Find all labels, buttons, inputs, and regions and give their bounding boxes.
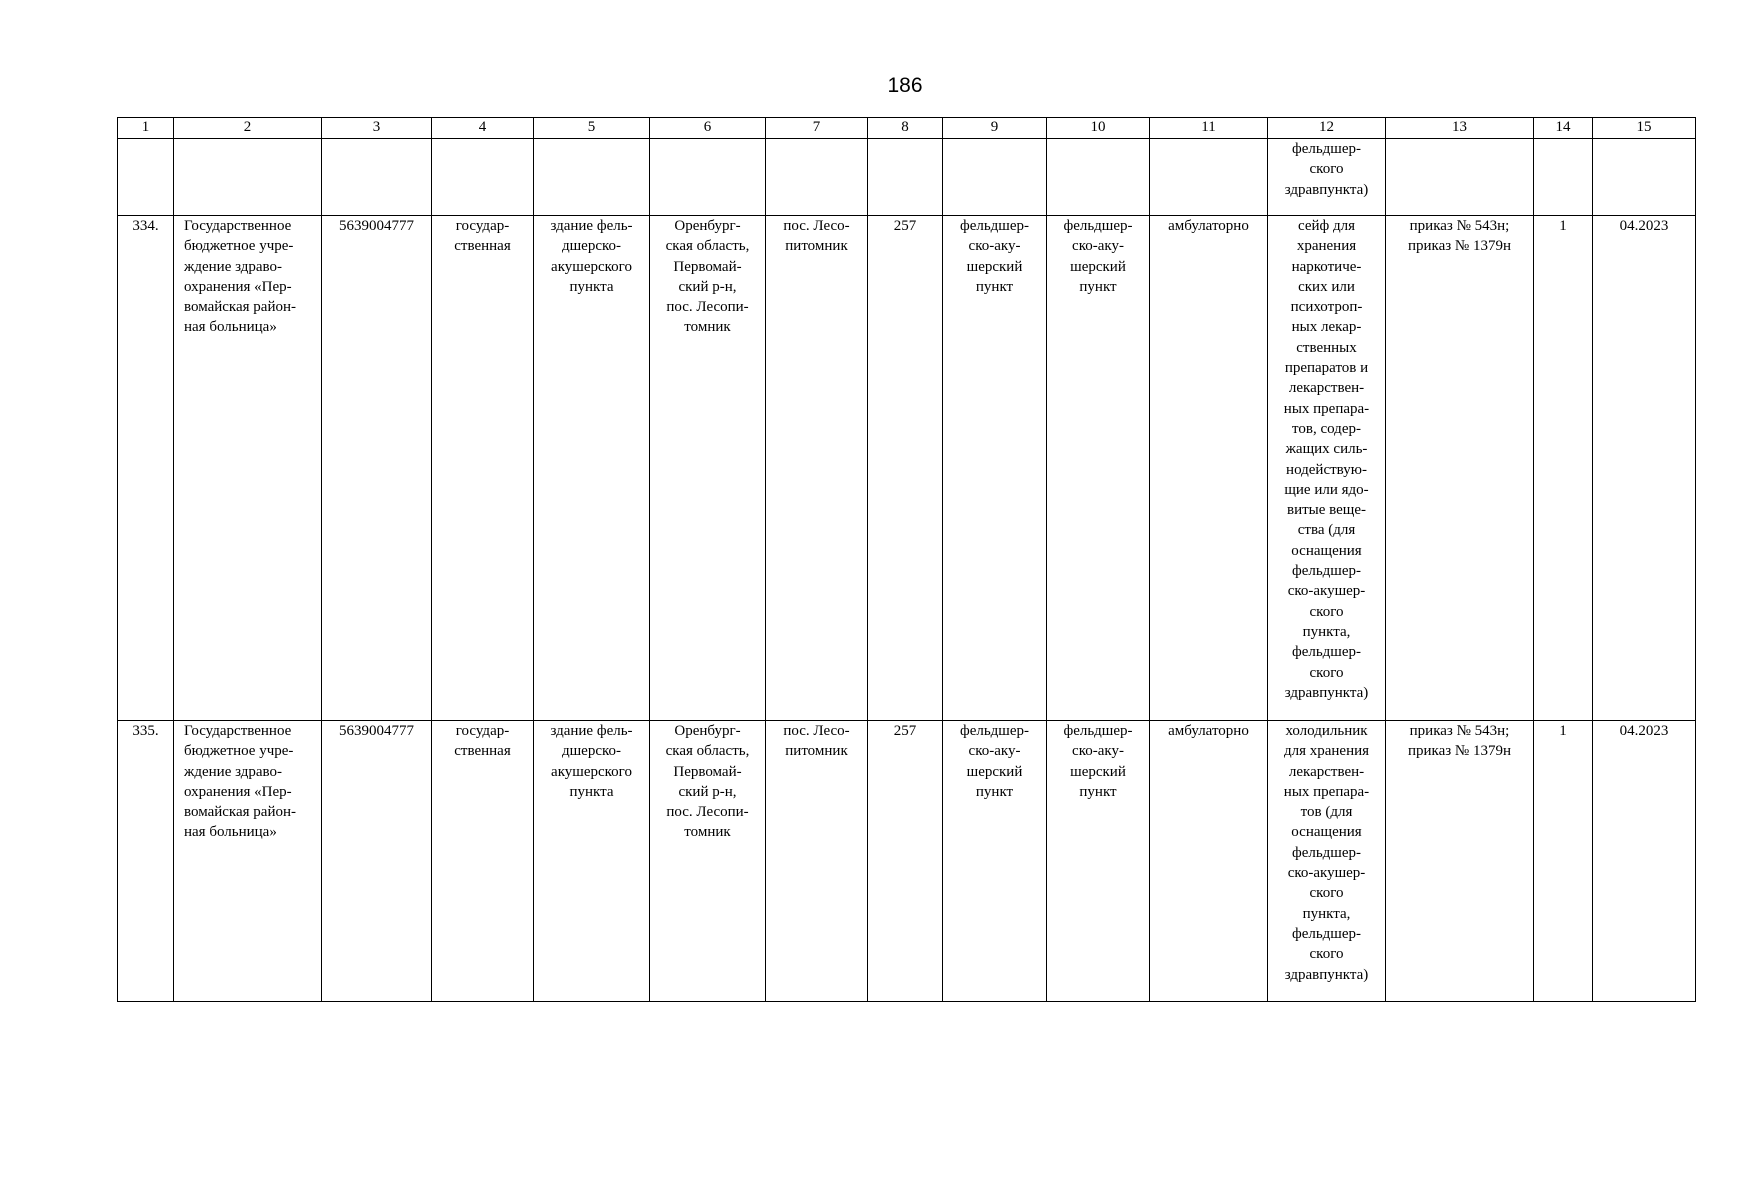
cell-line: дшерско- <box>561 743 622 760</box>
code: 257 <box>868 216 943 721</box>
cell-line: приказ № 543н; <box>1409 723 1510 739</box>
cell-line: пос. Лесопи- <box>666 299 749 316</box>
cell-line: пункта, <box>1302 905 1351 922</box>
cell-line: акушерского <box>551 258 632 275</box>
cell-line: Первомай- <box>673 258 742 275</box>
cell-line: томник <box>684 824 731 841</box>
code: 257 <box>868 721 943 1002</box>
cell-line: ждение здраво- <box>184 258 283 275</box>
cell-line: фельдшер- <box>1291 844 1362 861</box>
cell-line: фельдшер- <box>959 723 1030 739</box>
unit-type <box>943 721 1047 1002</box>
cell-line: лекарствен- <box>1288 380 1365 397</box>
table-row <box>118 721 1696 1002</box>
cell-line: государ- <box>455 723 510 739</box>
cell-line: ского <box>1309 664 1344 681</box>
cell-line: охранения «Пер- <box>184 278 292 295</box>
cell-line: бюджетное учре- <box>184 743 294 760</box>
cell-line: пункта <box>569 783 614 800</box>
cell-line: дшерско- <box>561 238 622 255</box>
cell-line: фельдшер- <box>959 218 1030 234</box>
unit-type <box>943 216 1047 721</box>
cell-line: приказ № 1379н <box>1407 743 1512 760</box>
cell-line: Оренбург- <box>674 723 741 739</box>
cell-line: вомайская район- <box>184 804 297 821</box>
legal-basis <box>1386 216 1534 721</box>
row-number: 335. <box>118 721 174 1002</box>
cell-line: шерский <box>1070 763 1126 780</box>
column-number: 13 <box>1386 118 1534 139</box>
table-cell <box>118 139 174 216</box>
cell-line: ственных <box>1296 339 1357 356</box>
cell-line: ждение здраво- <box>184 763 283 780</box>
unit-name <box>1047 216 1150 721</box>
table-cell <box>174 139 322 216</box>
cell-line: охранения «Пер- <box>184 783 292 800</box>
cell-line: наркотиче- <box>1291 258 1362 275</box>
cell-line: бюджетное учре- <box>184 238 294 255</box>
cell-line: ная больница» <box>184 319 277 336</box>
column-number: 9 <box>943 118 1047 139</box>
cell-line: ных препара- <box>1283 400 1370 417</box>
cell-line: фельдшер- <box>1291 141 1362 157</box>
cell-line: пункт <box>1079 783 1117 800</box>
cell-line: питомник <box>785 743 848 760</box>
cell-line: ского <box>1309 885 1344 902</box>
cell-line: здание фель- <box>550 218 633 234</box>
cell-line: фельдшер- <box>1291 644 1362 661</box>
cell-line: ского <box>1309 946 1344 963</box>
cell-line: нодействую- <box>1286 461 1367 478</box>
cell-line: психотроп- <box>1290 299 1363 316</box>
cell-line: фельдшер- <box>1291 925 1362 942</box>
cell-line: фельдшер- <box>1063 723 1133 739</box>
cell-line: питомник <box>785 238 848 255</box>
cell-line: шерский <box>1070 258 1126 275</box>
care-form: амбулаторно <box>1150 721 1268 1002</box>
cell-line: ского <box>1309 603 1344 620</box>
locality <box>766 721 868 1002</box>
cell-line: ско-аку- <box>968 238 1021 255</box>
cell-line: ско-аку- <box>1072 238 1124 255</box>
column-number: 12 <box>1268 118 1386 139</box>
cell-line: пос. Лесо- <box>783 723 850 739</box>
table-row <box>118 216 1696 721</box>
column-number: 15 <box>1593 118 1696 139</box>
cell-line: ский р-н, <box>678 278 737 295</box>
column-number: 11 <box>1150 118 1268 139</box>
cell-line: приказ № 1379н <box>1407 238 1512 255</box>
cell-line: ско-акушер- <box>1287 583 1366 600</box>
cell-line: приказ № 543н; <box>1409 218 1510 234</box>
page-number: 186 <box>887 74 923 97</box>
address <box>650 216 766 721</box>
continuation-row <box>118 139 1696 216</box>
cell-line: ская область, <box>665 743 750 760</box>
cell-line: фельдшер- <box>1291 563 1362 580</box>
column-number: 7 <box>766 118 868 139</box>
cell-line: здравпункта) <box>1284 684 1369 701</box>
cell-line: здание фель- <box>550 723 633 739</box>
cell-line: ская область, <box>665 238 750 255</box>
date: 04.2023 <box>1593 216 1696 721</box>
cell-line: ских или <box>1298 278 1355 295</box>
cell-line: пункта, <box>1302 623 1351 640</box>
cell-line: Государственное <box>184 218 292 234</box>
cell-line: ственная <box>454 743 511 760</box>
cell-line: пос. Лесопи- <box>666 804 749 821</box>
column-number: 2 <box>174 118 322 139</box>
equipment <box>1268 216 1386 721</box>
table-cell <box>1593 139 1696 216</box>
organization-name <box>174 721 322 1002</box>
cell-line: ных лекар- <box>1291 319 1362 336</box>
cell-line: шерский <box>966 763 1023 780</box>
ownership-form <box>432 216 534 721</box>
equipment-continuation-cell <box>1268 139 1386 216</box>
cell-line: ственная <box>454 238 511 255</box>
table-cell <box>534 139 650 216</box>
building <box>534 216 650 721</box>
table-cell <box>1386 139 1534 216</box>
cell-line: ных препара- <box>1283 783 1370 800</box>
cell-line: здравпункта) <box>1284 966 1369 983</box>
cell-line: пункт <box>1079 278 1117 295</box>
table-cell <box>322 139 432 216</box>
column-number: 3 <box>322 118 432 139</box>
cell-line: сейф для <box>1297 218 1355 234</box>
table-cell <box>868 139 943 216</box>
care-form: амбулаторно <box>1150 216 1268 721</box>
cell-line: государ- <box>455 218 510 234</box>
cell-line: пункт <box>975 278 1014 295</box>
cell-line: ная больница» <box>184 824 277 841</box>
address <box>650 721 766 1002</box>
cell-line: холодильник <box>1285 723 1368 739</box>
cell-line: щие или ядо- <box>1284 481 1369 498</box>
cell-line: акушерского <box>551 763 632 780</box>
table-cell <box>650 139 766 216</box>
quantity: 1 <box>1534 216 1593 721</box>
cell-line: лекарствен- <box>1288 763 1365 780</box>
cell-line: Первомай- <box>673 763 742 780</box>
column-number: 14 <box>1534 118 1593 139</box>
legal-basis <box>1386 721 1534 1002</box>
table-cell <box>766 139 868 216</box>
cell-line: фельдшер- <box>1063 218 1133 234</box>
table-cell <box>1534 139 1593 216</box>
cell-line: тов (для <box>1300 804 1353 821</box>
column-number: 1 <box>118 118 174 139</box>
column-number-row <box>118 118 1696 139</box>
row-number: 334. <box>118 216 174 721</box>
organization-name <box>174 216 322 721</box>
ownership-form <box>432 721 534 1002</box>
cell-line: ский р-н, <box>678 783 737 800</box>
cell-line: пос. Лесо- <box>783 218 850 234</box>
cell-line: оснащения <box>1291 542 1362 559</box>
cell-line: оснащения <box>1291 824 1362 841</box>
building <box>534 721 650 1002</box>
cell-line: Оренбург- <box>674 218 741 234</box>
cell-line: шерский <box>966 258 1023 275</box>
date: 04.2023 <box>1593 721 1696 1002</box>
inn: 5639004777 <box>322 721 432 1002</box>
cell-line: пункта <box>569 278 614 295</box>
column-number: 5 <box>534 118 650 139</box>
cell-line: томник <box>684 319 731 336</box>
cell-line: витые веще- <box>1286 502 1366 519</box>
table-cell <box>943 139 1047 216</box>
quantity: 1 <box>1534 721 1593 1002</box>
cell-line: здравпункта) <box>1284 181 1369 198</box>
cell-line: Государственное <box>184 723 292 739</box>
cell-line: для хранения <box>1283 743 1370 760</box>
cell-line: хранения <box>1296 238 1357 255</box>
cell-line: препаратов и <box>1284 360 1369 377</box>
column-number: 10 <box>1047 118 1150 139</box>
unit-name <box>1047 721 1150 1002</box>
registry-table <box>117 117 1696 1002</box>
table-cell <box>1047 139 1150 216</box>
cell-line: пункт <box>975 783 1014 800</box>
column-number: 4 <box>432 118 534 139</box>
column-number: 6 <box>650 118 766 139</box>
table-cell <box>432 139 534 216</box>
table-cell <box>1150 139 1268 216</box>
cell-line: тов, содер- <box>1292 420 1361 437</box>
cell-line: ско-аку- <box>968 743 1021 760</box>
cell-line: ско-аку- <box>1072 743 1124 760</box>
locality <box>766 216 868 721</box>
cell-line: вомайская район- <box>184 299 297 316</box>
cell-line: жащих силь- <box>1285 441 1368 458</box>
column-number: 8 <box>868 118 943 139</box>
equipment <box>1268 721 1386 1002</box>
inn: 5639004777 <box>322 216 432 721</box>
cell-line: ского <box>1309 161 1344 178</box>
cell-line: ско-акушер- <box>1287 865 1366 882</box>
cell-line: ства (для <box>1297 522 1356 539</box>
